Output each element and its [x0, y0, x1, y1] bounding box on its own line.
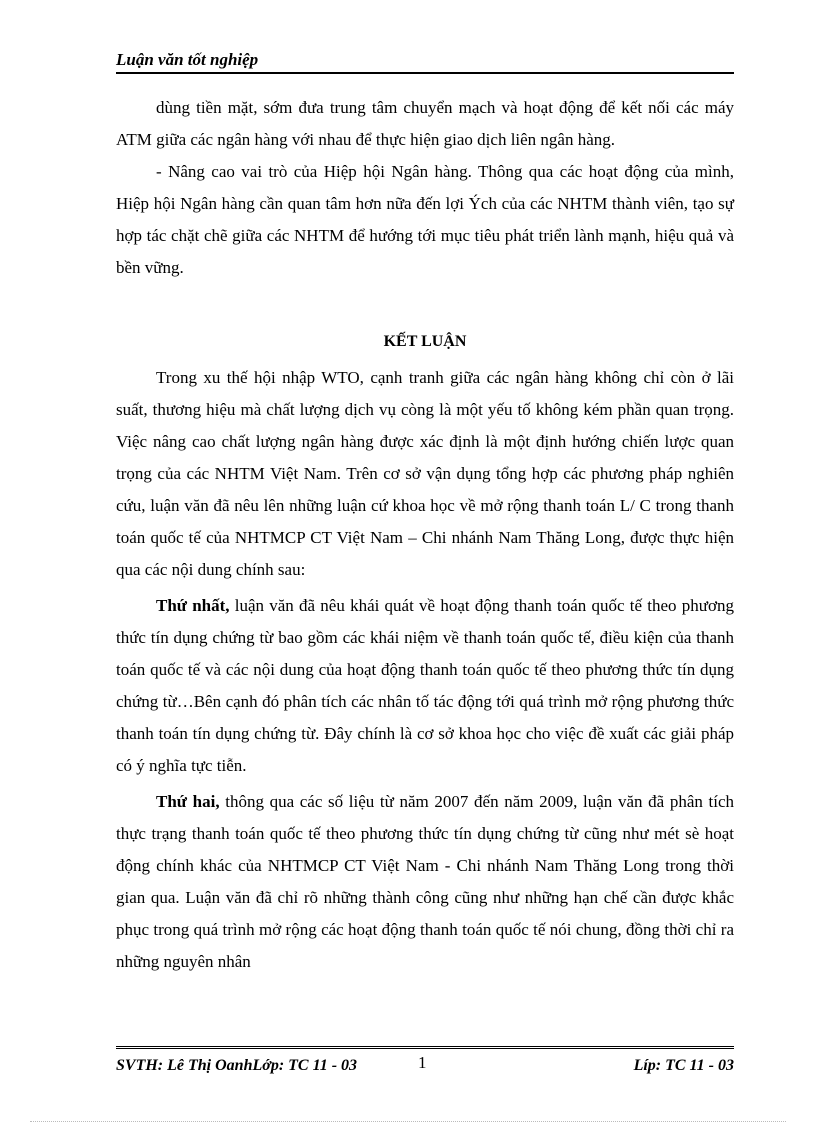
paragraph-continuation: dùng tiền mặt, sớm đưa trung tâm chuyển mạch và hoạt động để kết nối các máy ATM giữa các ngân hàng với nhau để thực hiện giao dịch liên ngân hàng. — [116, 98, 734, 149]
page-number: 1 — [418, 1053, 427, 1072]
first-point-text: luận văn đã nêu khái quát về hoạt động thanh toán quốc tế theo phương thức tín dụng chứng từ bao gồm các khái niệm về thanh toán quốc tế, điều kiện của thanh toán quốc tế và các nội dung của hoạt động thanh toán quốc tế theo phương thức tín dụng chứng từ…Bên cạnh đó phân tích các nhân tố tác động tới quá trình mở rộng phương thức thanh toán tín dụng chứng từ. Đây chính là cơ sở khoa học cho việc đề xuất các giải pháp có ý nghĩa tực tiễn. — [116, 596, 734, 775]
header-title: Luận văn tốt nghiệp — [116, 50, 259, 69]
page-edge-divider — [30, 1121, 786, 1122]
page-header — [116, 50, 734, 74]
first-point-lead: Thứ nhất, — [156, 596, 230, 615]
paragraph-first-point — [116, 590, 734, 782]
document-body — [116, 92, 734, 978]
second-point-lead: Thứ hai, — [156, 792, 220, 811]
footer-rule — [116, 1046, 734, 1049]
paragraph-second-point — [116, 786, 734, 978]
paragraph-association-role: - Nâng cao vai trò của Hiệp hội Ngân hàng. Thông qua các hoạt động của mình, Hiệp hội Ngân hàng cần quan tâm hơn nữa đến lợi Ých của các NHTM thành viên, tạo sự hợp tác chặt chẽ giữa các NHTM để hướng tới mục tiêu phát triển lành mạnh, hiệu quả và bền vững. — [116, 162, 734, 277]
paragraph-conclusion-intro: Trong xu thế hội nhập WTO, cạnh tranh giữa các ngân hàng không chỉ còn ở lãi suất, thương hiệu mà chất lượng dịch vụ còng là một yếu tố không kém phần quan trọng. Việc nâng cao chất lượng ngân hàng được xác định là một định hướng chiến lược quan trọng của các NHTM Việt Nam. Trên cơ sở vận dụng tổng hợp các phương pháp nghiên cứu, luận văn đã nêu lên những luận cứ khoa học về mở rộng thanh toán L/ C trong thanh toán quốc tế của NHTMCP CT Việt Nam – Chi nhánh Nam Thăng Long, được thực hiện qua các nội dung chính sau: — [116, 368, 734, 579]
footer-class-info: Líp: TC 11 - 03 — [633, 1057, 734, 1074]
footer-student-info: SVTH: Lê Thị OanhLớp: TC 11 - 03 — [116, 1057, 358, 1074]
second-point-text: thông qua các số liệu từ năm 2007 đến năm 2009, luận văn đã phân tích thực trạng thanh toán quốc tế theo phương thức tín dụng chứng từ cũng như mét sè hoạt động chính khác của NHTMCP CT Việt Nam - Chi nhánh Nam Thăng Long trong thời gian qua. Luận văn đã chỉ rõ những thành công cũng như những hạn chế cần được khắc phục trong quá trình mở rộng các hoạt động thanh toán quốc tế nói chung, đồng thời chỉ ra những nguyên nhân — [116, 792, 734, 971]
section-heading-conclusion: KẾT LUẬN — [383, 333, 467, 350]
header-rule — [116, 72, 734, 74]
page-footer — [116, 1046, 734, 1077]
